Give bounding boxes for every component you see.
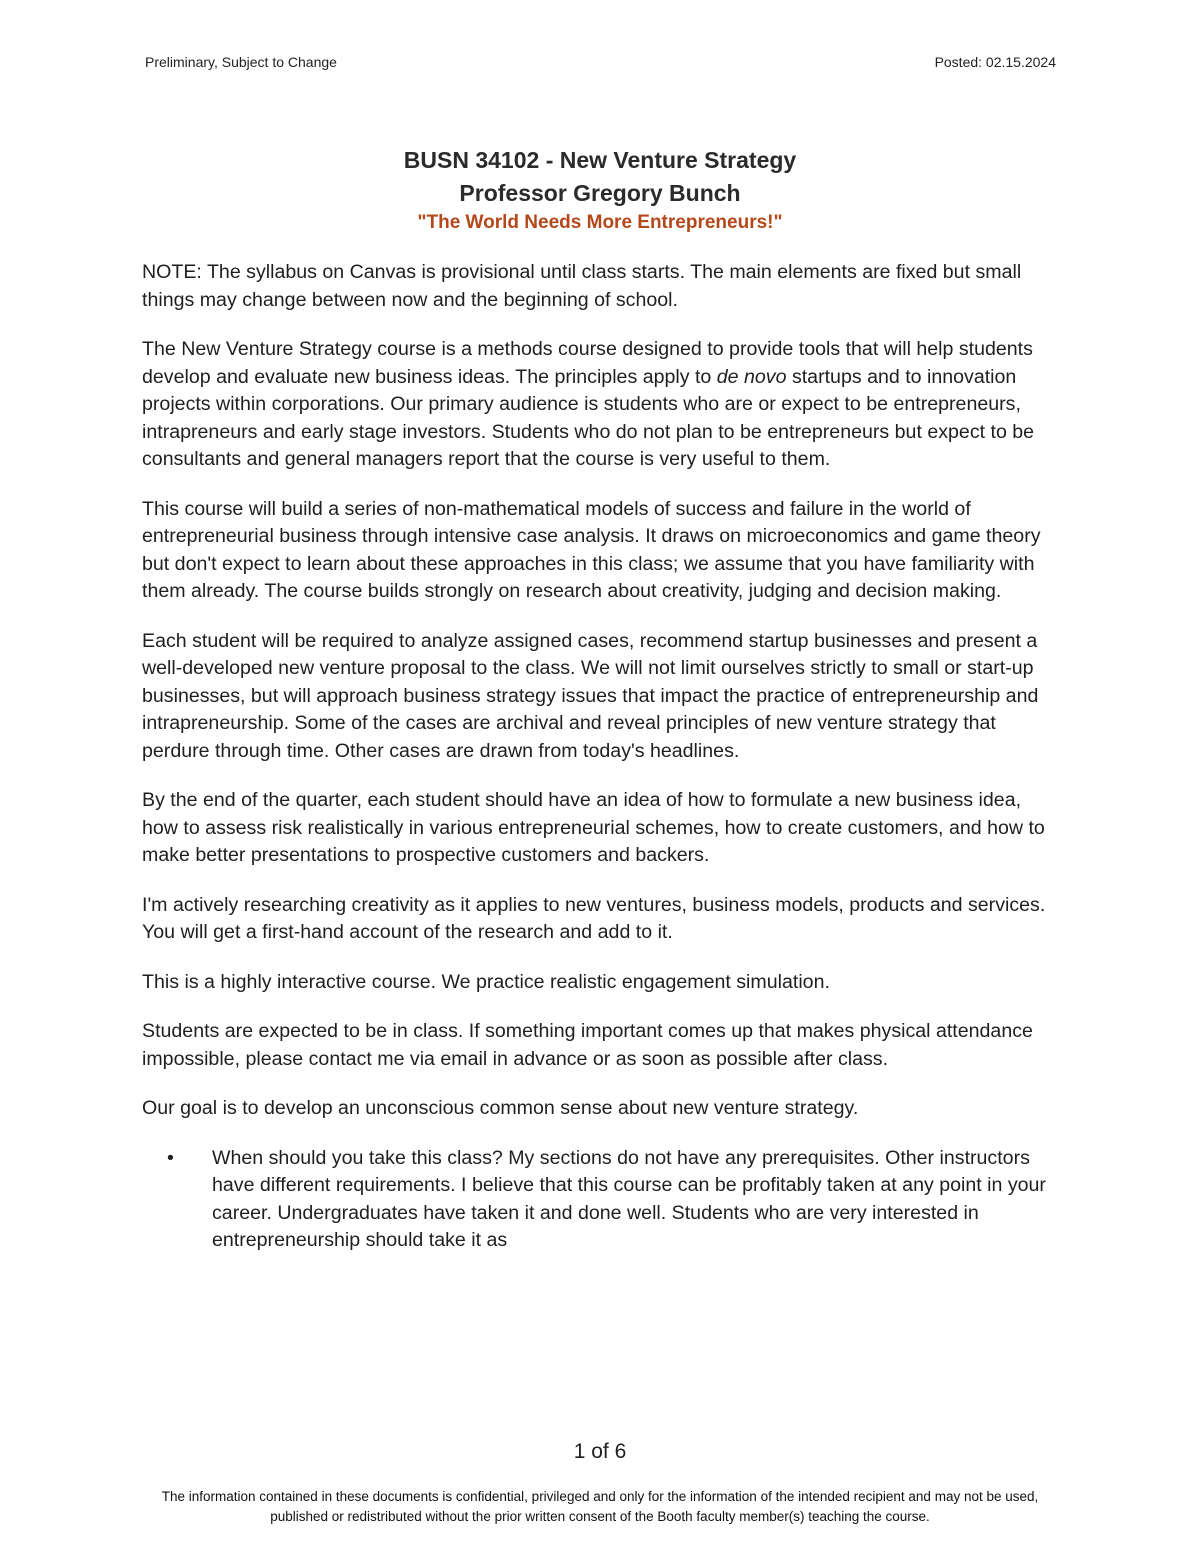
title-block bbox=[0, 144, 1200, 236]
list-item bbox=[142, 1145, 1062, 1255]
student-requirements-paragraph: Each student will be required to analyze assigned cases, recommend startup businesses and present a well-developed new venture proposal to the class. We will not limit ourselves strictly to small or start-up businesses, but will approach business strategy issues that impact the practice of entrepreneurship and intrapreneurship. Some of the cases are archival and reveal principles of new venture strategy that perdure through time. Other cases are drawn from today's headlines. bbox=[142, 629, 1039, 762]
course-models-paragraph: This course will build a series of non-mathematical models of success and failure in the world of entrepreneurial business through intensive case analysis. It draws on microeconomics and game theory but don't expect to learn about these approaches in this class; we assume that you have familiarity with them already. The course builds strongly on research about creativity, judging and decision making. bbox=[142, 497, 1041, 602]
italic-text: de novo bbox=[716, 365, 787, 388]
footer-line: published or redistributed without the prior written consent of the Booth faculty member(s) teaching the course. bbox=[270, 1509, 930, 1524]
page-number: 1 of 6 bbox=[573, 1440, 627, 1463]
attendance-paragraph: Students are expected to be in class. If something important comes up that makes physical attendance impossible, please contact me via email in advance or as soon as possible after class. bbox=[142, 1020, 1033, 1070]
paragraph-text: startups and to innovation projects within corporations. Our primary audience is students who are or expect to be entrepreneurs, intrapreneurs and early stage investors. Students who do not plan to be entrepreneurs but expect to be consultants and general managers report that the course is very useful to them. bbox=[142, 365, 1035, 470]
header-posted-date: Posted: 02.15.2024 bbox=[934, 54, 1056, 70]
professor-name: Professor Gregory Bunch bbox=[459, 180, 741, 206]
bullet-icon: • bbox=[167, 1146, 174, 1169]
interactive-paragraph: This is a highly interactive course. We practice realistic engagement simulation. bbox=[142, 970, 830, 993]
learning-outcomes-paragraph: By the end of the quarter, each student should have an idea of how to formulate a new business idea, how to assess risk realistically in various entrepreneurial schemes, how to create customers, and how to make better presentations to prospective customers and backers. bbox=[142, 789, 1045, 866]
footer-line: The information contained in these documents is confidential, privileged and only for the information of the intended recipient and may not be used, bbox=[161, 1489, 1039, 1504]
paragraph-text: The New Venture Strategy course is a methods course designed to provide tools that will help students develop and evaluate new business ideas. The principles apply to bbox=[142, 338, 1033, 388]
goal-paragraph: Our goal is to develop an unconscious common sense about new venture strategy. bbox=[142, 1097, 859, 1119]
research-paragraph: I'm actively researching creativity as it applies to new ventures, business models, products and services. You will get a first-hand account of the research and add to it. bbox=[142, 893, 1046, 943]
syllabus-body bbox=[142, 259, 1062, 1255]
tagline: "The World Needs More Entrepreneurs!" bbox=[417, 212, 783, 233]
note-paragraph: NOTE: The syllabus on Canvas is provisional until class starts. The main elements are fixed but small things may change between now and the beginning of school. bbox=[142, 261, 1022, 311]
confidentiality-footer bbox=[0, 1487, 1200, 1527]
bullet-text: When should you take this class? My sections do not have any prerequisites. Other instructors have different requirements. I believe that this course can be profitably taken at any point in your career. Undergraduates have taken it and done well. Students who are very interested in entrepreneurship should take it as bbox=[212, 1146, 1046, 1251]
header-status: Preliminary, Subject to Change bbox=[145, 54, 337, 70]
course-description-paragraph bbox=[142, 336, 1062, 474]
course-title: BUSN 34102 - New Venture Strategy bbox=[403, 147, 797, 173]
